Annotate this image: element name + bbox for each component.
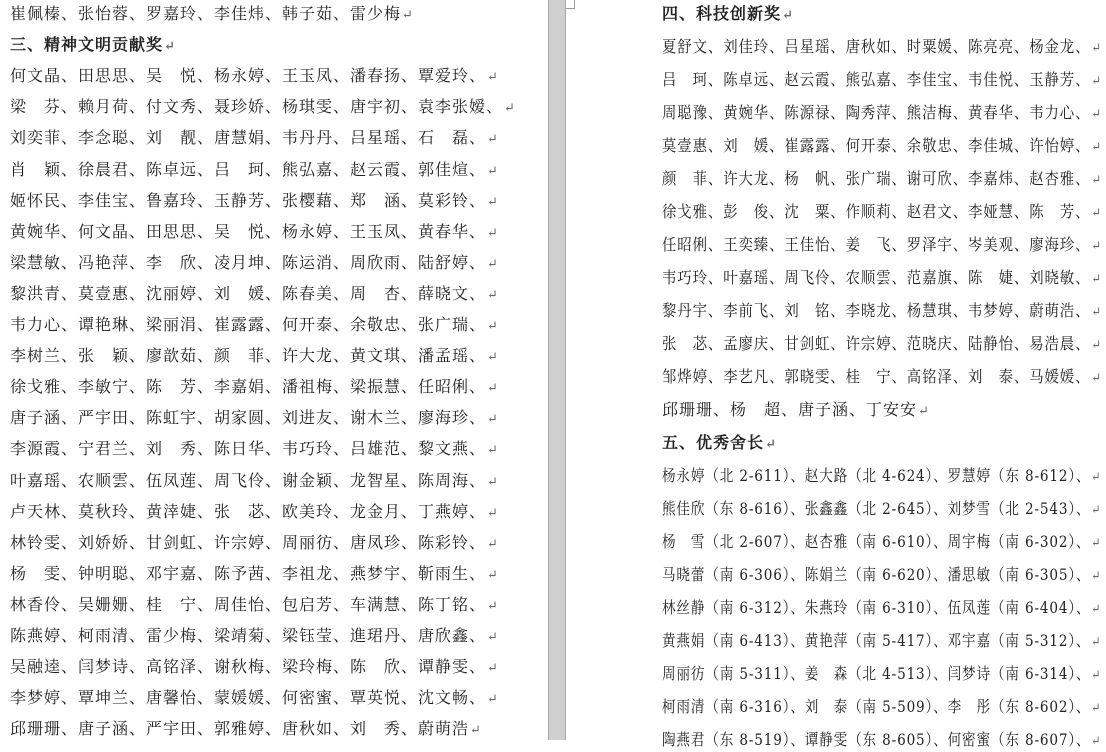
name-list-line bbox=[662, 499, 1101, 521]
paragraph-mark-icon: ↵ bbox=[1091, 371, 1103, 386]
name-list-line bbox=[10, 626, 499, 648]
name-list-line bbox=[10, 719, 482, 741]
paragraph-mark-icon: ↵ bbox=[487, 474, 499, 490]
paragraph-mark-icon: ↵ bbox=[487, 661, 499, 677]
name-list-line bbox=[662, 334, 1102, 356]
line-text: 杨 雪（北 2-607）、赵杏雅（南 6-610）、周宇梅（南 6-302）、 bbox=[662, 532, 1091, 551]
name-list-line bbox=[662, 301, 1102, 323]
line-text: 邱珊珊、唐子涵、严宇田、郭雅婷、唐秋如、刘 秀、蔚萌浩 bbox=[10, 719, 470, 739]
paragraph-mark-icon: ↵ bbox=[918, 404, 930, 419]
line-text: 杨永婷（北 2-611）、赵大路（北 4-624）、罗慧婷（东 8-612）、 bbox=[662, 466, 1091, 485]
paragraph-mark-icon: ↵ bbox=[487, 692, 499, 708]
paragraph-mark-icon: ↵ bbox=[487, 567, 499, 583]
line-text: 三、精神文明贡献奖 bbox=[10, 35, 164, 55]
paragraph-mark-icon: ↵ bbox=[1091, 503, 1102, 518]
paragraph-mark-icon: ↵ bbox=[1091, 602, 1102, 617]
line-text: 韦巧玲、叶嘉瑶、周飞伶、农顺雲、范嘉旗、陈 婕、刘晓敏、 bbox=[662, 268, 1091, 287]
paragraph-mark-icon: ↵ bbox=[487, 412, 499, 428]
name-list-line bbox=[10, 502, 499, 524]
paragraph-mark-icon: ↵ bbox=[487, 287, 499, 303]
paragraph-mark-icon: ↵ bbox=[470, 723, 482, 739]
right-document-page bbox=[566, 0, 1106, 749]
line-text: 陈燕婷、柯雨清、雷少梅、梁靖菊、梁钰莹、進珺丹、唐欣鑫、 bbox=[10, 626, 487, 645]
name-list-line bbox=[10, 315, 499, 337]
name-list-line bbox=[662, 367, 1102, 389]
name-list-line bbox=[10, 160, 499, 182]
paragraph-mark-icon: ↵ bbox=[1091, 107, 1103, 122]
paragraph-mark-icon: ↵ bbox=[1091, 701, 1102, 716]
name-list-line bbox=[662, 268, 1102, 290]
name-list-line bbox=[662, 400, 930, 422]
name-list-line bbox=[662, 202, 1102, 224]
line-text: 四、科技创新奖 bbox=[662, 4, 782, 23]
paragraph-mark-icon: ↵ bbox=[1091, 635, 1102, 650]
paragraph-mark-icon: ↵ bbox=[765, 437, 777, 452]
line-text: 卢天林、莫秋玲、黄涬婕、张 苾、欧美玲、龙金月、丁燕婷、 bbox=[10, 501, 487, 521]
paragraph-mark-icon: ↵ bbox=[402, 8, 414, 23]
paragraph-mark-icon: ↵ bbox=[487, 132, 499, 148]
paragraph-mark-icon: ↵ bbox=[504, 101, 516, 117]
paragraph-mark-icon: ↵ bbox=[487, 319, 499, 334]
name-list-line bbox=[10, 657, 499, 679]
paragraph-mark-icon: ↵ bbox=[164, 39, 176, 55]
line-text: 邱珊珊、杨 超、唐子涵、丁安安 bbox=[662, 400, 918, 419]
line-text: 吕 珂、陈卓远、赵云霞、熊弘嘉、李佳宝、韦佳悦、玉静芳、 bbox=[662, 70, 1091, 89]
paragraph-mark-icon: ↵ bbox=[1091, 272, 1103, 287]
paragraph-mark-icon: ↵ bbox=[1091, 239, 1103, 254]
paragraph-mark-icon: ↵ bbox=[487, 381, 499, 397]
paragraph-mark-icon: ↵ bbox=[1091, 470, 1102, 485]
name-list-line bbox=[10, 191, 499, 213]
paragraph-mark-icon: ↵ bbox=[782, 8, 794, 23]
paragraph-mark-icon: ↵ bbox=[1091, 140, 1103, 155]
line-text: 李梦婷、覃坤兰、唐馨怡、蒙媛媛、何密蜜、覃英悦、沈文畅、 bbox=[10, 688, 487, 708]
name-list-line bbox=[662, 235, 1102, 257]
name-list-line bbox=[662, 169, 1102, 191]
line-text: 邹烨婷、李艺凡、郭晓雯、桂 宁、高铭泽、刘 泰、马媛媛、 bbox=[662, 367, 1091, 386]
paragraph-mark-icon: ↵ bbox=[487, 256, 499, 272]
line-text: 崔佩榛、张怡蓉、罗嘉玲、李佳炜、韩子茹、雷少梅 bbox=[10, 4, 402, 23]
section-heading bbox=[10, 35, 176, 57]
line-text: 林丝静（南 6-312）、朱燕玲（南 6-310）、伍凤莲（南 6-404）、 bbox=[662, 598, 1091, 617]
line-text: 徐戈雅、李敏宁、陈 芳、李嘉娟、潘祖梅、梁振慧、任昭俐、 bbox=[10, 377, 487, 397]
name-list-line bbox=[662, 532, 1101, 554]
name-list-line bbox=[10, 346, 499, 368]
paragraph-mark-icon: ↵ bbox=[487, 536, 499, 552]
paragraph-mark-icon: ↵ bbox=[1091, 569, 1102, 584]
paragraph-mark-icon: ↵ bbox=[487, 163, 499, 179]
name-list-line bbox=[10, 564, 499, 586]
paragraph-mark-icon: ↵ bbox=[1091, 74, 1103, 89]
line-text: 马晓蕾（南 6-306）、陈娟兰（南 6-620）、潘思敏（南 6-305）、 bbox=[662, 565, 1091, 584]
line-text: 黎丹宇、李前飞、刘 铭、李晓龙、杨慧琪、韦梦婷、蔚萌浩、 bbox=[662, 301, 1091, 320]
line-text: 叶嘉瑶、农顺雲、伍凤莲、周飞伶、谢金颖、龙智星、陈周海、 bbox=[10, 470, 487, 490]
name-list-line bbox=[10, 439, 499, 461]
line-text: 徐戈雅、彭 俊、沈 粟、作顺莉、赵君文、李娅慧、陈 芳、 bbox=[662, 202, 1091, 221]
line-text: 莫壹惠、刘 媛、崔露露、何开泰、余敬忠、李佳城、许怡婷、 bbox=[662, 136, 1091, 155]
line-text: 何文晶、田思思、吴 悦、杨永婷、王玉凤、潘春扬、覃爱玲、 bbox=[10, 66, 487, 86]
left-document-page bbox=[0, 0, 548, 740]
name-list-line bbox=[662, 598, 1101, 620]
line-text: 杨 雯、钟明聪、邓宇嘉、陈予茜、李祖龙、燕梦宇、靳雨生、 bbox=[10, 563, 487, 583]
line-text: 颜 菲、许大龙、杨 帆、张广瑞、谢可欣、李嘉炜、赵杏雅、 bbox=[662, 169, 1091, 188]
paragraph-mark-icon: ↵ bbox=[1091, 734, 1102, 749]
line-text: 黎洪青、莫壹惠、沈丽婷、刘 媛、陈春美、周 杏、薛晓文、 bbox=[10, 283, 487, 303]
line-text: 五、优秀舍长 bbox=[662, 433, 765, 452]
line-text: 熊佳欣（东 8-616）、张鑫鑫（北 2-645）、刘梦雪（北 2-543）、 bbox=[662, 499, 1091, 518]
section-heading bbox=[662, 433, 777, 455]
paragraph-mark-icon: ↵ bbox=[487, 70, 499, 86]
name-list-line bbox=[10, 66, 499, 88]
line-text: 周丽彷（南 5-311）、姜 森（北 4-513）、闫梦诗（南 6-314）、 bbox=[662, 664, 1091, 683]
paragraph-mark-icon: ↵ bbox=[487, 225, 499, 241]
line-text: 唐子涵、严宇田、陈虹宇、胡家圆、刘进友、谢木兰、廖海珍、 bbox=[10, 408, 487, 428]
line-text: 任昭俐、王奕臻、王佳怡、姜 飞、罗泽宇、岑美观、廖海珍、 bbox=[662, 235, 1091, 254]
line-text: 刘奕菲、李念聪、刘 靓、唐慧娟、韦丹丹、吕星瑶、石 磊、 bbox=[10, 128, 487, 148]
section-heading bbox=[662, 4, 794, 26]
line-text: 吴融逵、闫梦诗、高铭泽、谢秋梅、梁玲梅、陈 欣、谭静雯、 bbox=[10, 657, 487, 677]
name-list-line bbox=[10, 377, 499, 399]
name-list-line bbox=[662, 466, 1101, 488]
name-list-line bbox=[10, 97, 516, 119]
paragraph-mark-icon: ↵ bbox=[1091, 173, 1103, 188]
name-list-line bbox=[662, 664, 1101, 686]
paragraph-mark-icon: ↵ bbox=[1091, 41, 1103, 56]
line-text: 李源霞、宁君兰、刘 秀、陈日华、韦巧玲、吕雄范、黎文燕、 bbox=[10, 439, 487, 459]
line-text: 梁慧敏、冯艳萍、李 欣、凌月坤、陈运消、周欣雨、陆舒婷、 bbox=[10, 252, 487, 272]
paragraph-mark-icon: ↵ bbox=[1091, 536, 1102, 551]
name-list-line bbox=[662, 103, 1102, 125]
paragraph-mark-icon: ↵ bbox=[1091, 668, 1102, 683]
name-list-line bbox=[10, 533, 499, 555]
name-list-line bbox=[10, 408, 499, 430]
name-list-line bbox=[10, 222, 499, 244]
line-text: 梁 芬、赖月荷、付文秀、聂珍娇、杨琪雯、唐宇初、袁李张嫒、 bbox=[10, 97, 504, 117]
line-text: 姬怀民、李佳宝、鲁嘉玲、玉静芳、张樱藉、郑 涵、莫彩铃、 bbox=[10, 190, 487, 210]
line-text: 夏舒文、刘佳玲、吕星瑶、唐秋如、时粟媛、陈亮亮、杨金龙、 bbox=[662, 37, 1091, 56]
paragraph-mark-icon: ↵ bbox=[487, 443, 499, 459]
name-list-line bbox=[662, 730, 1101, 752]
name-list-line bbox=[662, 631, 1101, 653]
line-text: 黄婉华、何文晶、田思思、吴 悦、杨永婷、王玉凤、黄春华、 bbox=[10, 221, 487, 241]
name-list-line bbox=[10, 688, 499, 710]
line-text: 柯雨清（南 6-316）、刘 泰（南 5-509）、李 彤（东 8-602）、 bbox=[662, 697, 1091, 716]
line-text: 李树兰、张 颖、廖歆茹、颜 菲、许大龙、黄文琪、潘孟瑶、 bbox=[10, 346, 487, 366]
name-list-line bbox=[662, 70, 1102, 92]
line-text: 陶燕君（东 8-519）、谭静雯（东 8-605）、何密蜜（东 8-607）、 bbox=[662, 730, 1091, 749]
paragraph-mark-icon: ↵ bbox=[1091, 338, 1103, 353]
name-list-line bbox=[662, 565, 1101, 587]
line-text: 韦力心、谭艳琳、梁丽涓、崔露露、何开泰、余敬忠、张广瑞、 bbox=[10, 315, 487, 334]
name-list-line bbox=[10, 128, 499, 150]
paragraph-mark-icon: ↵ bbox=[1091, 305, 1103, 320]
page-corner-mark bbox=[566, 0, 575, 9]
paragraph-mark-icon: ↵ bbox=[1091, 206, 1103, 221]
line-text: 林铃雯、刘娇娇、甘剑虹、许宗婷、周丽彷、唐凤珍、陈彩铃、 bbox=[10, 532, 487, 552]
name-list-line bbox=[10, 253, 499, 275]
line-text: 张 苾、孟廖庆、甘剑虹、许宗婷、范晓庆、陆静怡、易浩晨、 bbox=[662, 334, 1091, 353]
paragraph-mark-icon: ↵ bbox=[487, 598, 499, 614]
name-list-line bbox=[10, 471, 499, 493]
name-list-line bbox=[10, 4, 414, 26]
name-list-line bbox=[662, 136, 1102, 158]
paragraph-mark-icon: ↵ bbox=[487, 630, 499, 645]
name-list-line bbox=[10, 284, 499, 306]
paragraph-mark-icon: ↵ bbox=[487, 505, 499, 521]
name-list-line bbox=[662, 697, 1101, 719]
name-list-line bbox=[662, 37, 1102, 59]
page-gutter bbox=[548, 0, 566, 740]
name-list-line bbox=[10, 595, 499, 617]
line-text: 肖 颖、徐晨君、陈卓远、吕 珂、熊弘嘉、赵云霞、郭佳煊、 bbox=[10, 159, 487, 179]
line-text: 周聪豫、黄婉华、陈源禄、陶秀萍、熊洁梅、黄春华、韦力心、 bbox=[662, 103, 1091, 122]
line-text: 黄燕娟（南 6-413）、黄艳萍（南 5-417）、邓宇嘉（南 5-312）、 bbox=[662, 631, 1091, 650]
paragraph-mark-icon: ↵ bbox=[487, 350, 499, 366]
paragraph-mark-icon: ↵ bbox=[487, 194, 499, 210]
line-text: 林香伶、吴姗姗、桂 宁、周佳怡、包启芳、车满慧、陈丁铭、 bbox=[10, 594, 487, 614]
